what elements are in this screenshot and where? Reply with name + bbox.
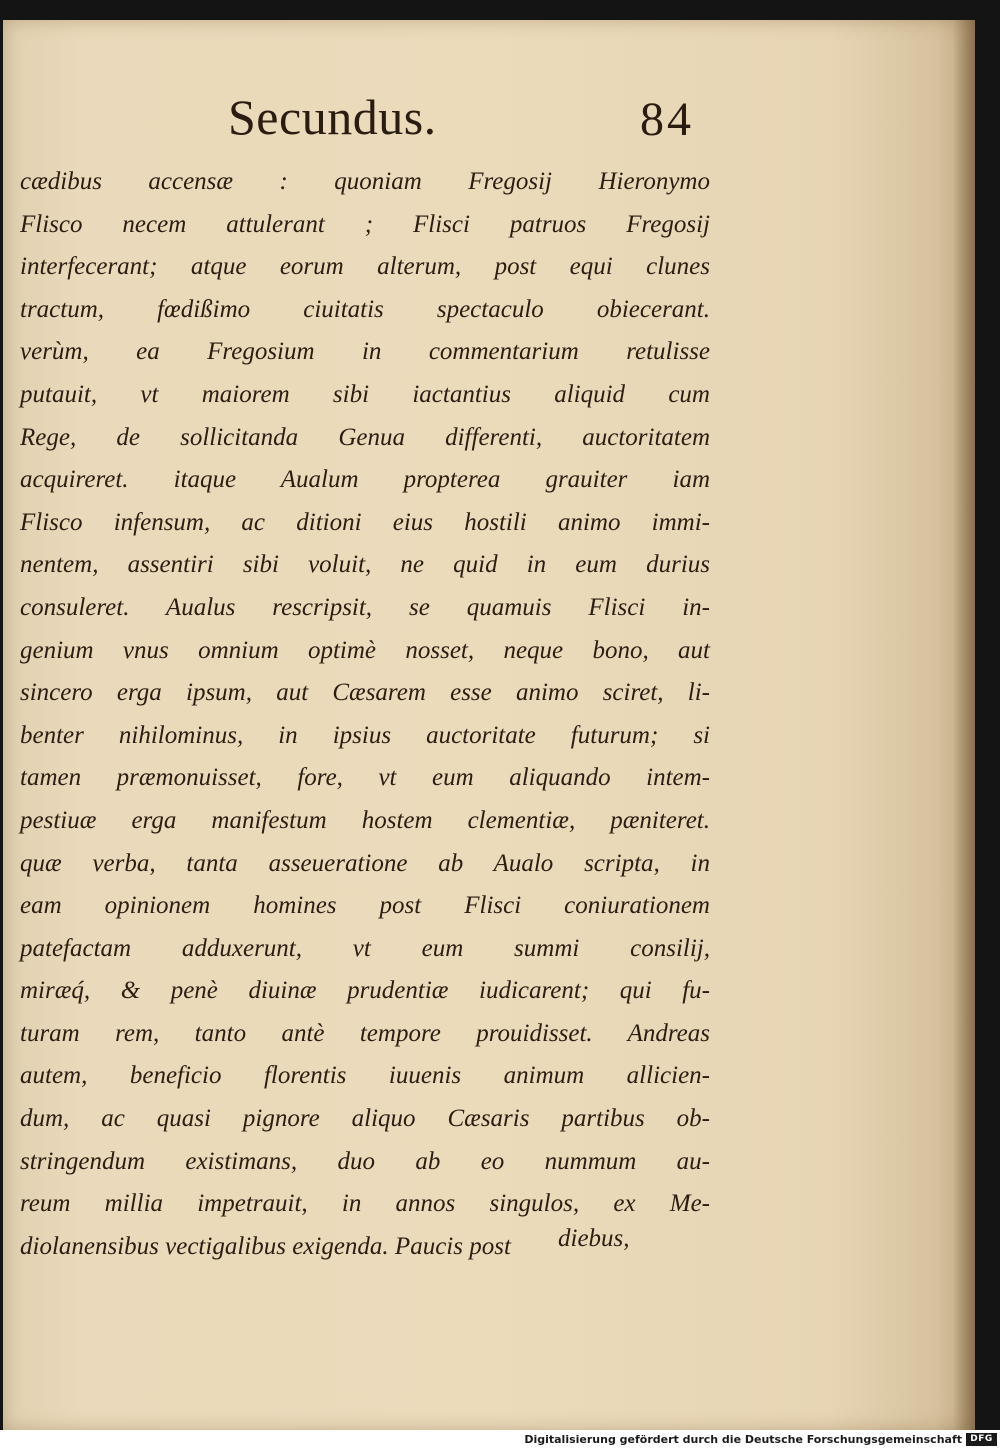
text-line: Flisco necem attulerant ; Flisci patruos Fregosij <box>20 210 710 238</box>
catchword: diebus, <box>558 1225 630 1252</box>
text-line: quæ verba, tanta asseueratione ab Aualo scripta, in <box>20 849 710 877</box>
text-line: turam rem, tanto antè tempore prouidisset. Andreas <box>20 1019 710 1047</box>
page-binding-shadow <box>953 20 975 1430</box>
text-line: patefactam adduxerunt, vt eum summi consilij, <box>20 934 710 962</box>
text-line: verùm, ea Fregosium in commentarium retulisse <box>20 338 710 366</box>
footer-bar <box>0 1430 1000 1450</box>
text-line: tractum, fœdißimo ciuitatis spectaculo obiecerant. <box>20 295 710 323</box>
footer-credit: Digitalisierung gefördert durch die Deutsche Forschungsgemeinschaft <box>524 1433 962 1446</box>
text-line: acquireret. itaque Aualum propterea grauiter iam <box>20 466 710 494</box>
dfg-logo-icon: DFG <box>966 1433 997 1446</box>
text-line: genium vnus omnium optimè nosset, neque bono, aut <box>20 636 710 664</box>
text-line: nentem, assentiri sibi voluit, ne quid in eum durius <box>20 551 710 579</box>
text-line: stringendum existimans, duo ab eo nummum au- <box>20 1147 710 1175</box>
running-header-title: Secundus. <box>228 89 437 145</box>
text-line: sincero erga ipsum, aut Cæsarem esse animo sciret, li- <box>20 679 710 707</box>
text-line: consuleret. Aualus rescripsit, se quamuis Flisci in- <box>20 593 710 621</box>
text-line: miræq́, & penè diuinæ prudentiæ iudicarent; qui fu- <box>20 977 710 1005</box>
text-line: eam opinionem homines post Flisci coniurationem <box>20 892 710 920</box>
text-line: diolanensibus vectigalibus exigenda. Paucis post <box>20 1232 511 1260</box>
page-number: 84 <box>640 93 694 146</box>
text-line: Rege, de sollicitanda Genua differenti, auctoritatem <box>20 423 710 451</box>
text-line: autem, beneficio florentis iuuenis animum allicien- <box>20 1062 710 1090</box>
text-line: dum, ac quasi pignore aliquo Cæsaris partibus ob- <box>20 1105 710 1133</box>
text-line: cædibus accensæ : quoniam Fregosij Hieronymo <box>20 168 710 195</box>
text-line: reum millia impetrauit, in annos singulos, ex Me- <box>20 1190 710 1218</box>
text-line: putauit, vt maiorem sibi iactantius aliquid cum <box>20 380 710 408</box>
text-line: interfecerant; atque eorum alterum, post equi clunes <box>20 253 710 281</box>
body-text-block <box>20 161 710 1268</box>
text-line: tamen præmonuisset, fore, vt eum aliquando intem- <box>20 764 710 792</box>
text-line: benter nihilominus, in ipsius auctoritate futurum; si <box>20 721 710 749</box>
text-line: Flisco infensum, ac ditioni eius hostili animo immi- <box>20 508 710 536</box>
text-line: pestiuæ erga manifestum hostem clementiæ, pæniteret. <box>20 806 710 834</box>
